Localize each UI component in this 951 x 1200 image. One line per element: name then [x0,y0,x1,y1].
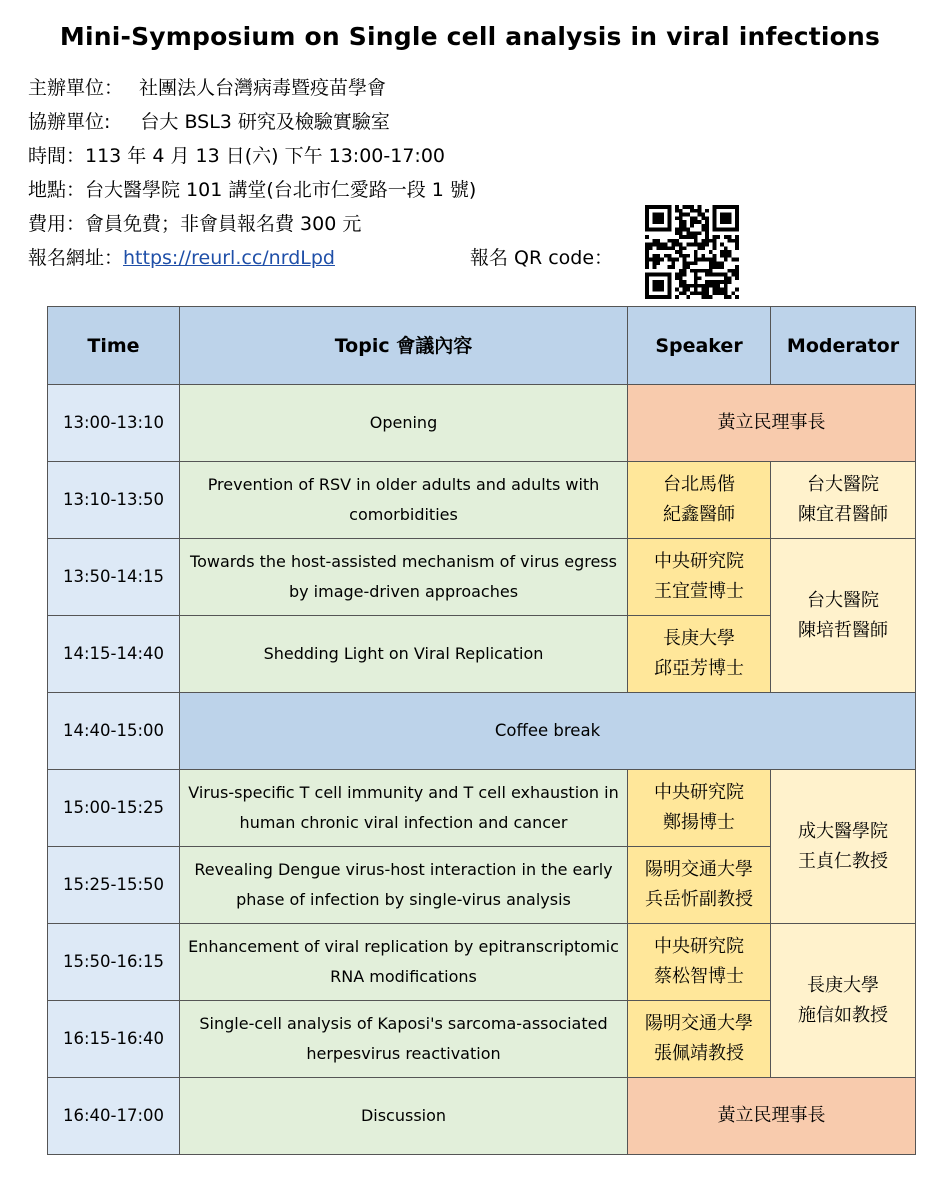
row-time: 14:15-14:40 [48,616,180,693]
row-time: 13:50-14:15 [48,539,180,616]
header-moderator: Moderator [771,307,916,385]
time-line: 時間：113 年 4 月 13 日(六) 下午 13:00-17:00 [28,145,445,167]
row-moderator: 台大醫院 陳宜君醫師 [771,462,916,539]
table-row [48,770,916,847]
row-speaker: 中央研究院 蔡松智博士 [628,924,771,1001]
registration-link[interactable]: https://reurl.cc/nrdLpd [123,247,335,269]
header-time: Time [48,307,180,385]
co-organizer-value: 台大 BSL3 研究及檢驗實驗室 [140,111,390,133]
row-moderator: 台大醫院 陳培哲醫師 [771,539,916,693]
table-row [48,924,916,1001]
qr-code-icon[interactable] [645,205,739,299]
header-topic: Topic 會議內容 [180,307,628,385]
organizer-line [28,71,386,105]
row-time: 15:00-15:25 [48,770,180,847]
page-title: Mini-Symposium on Single cell analysis in viral infections [59,22,881,51]
row-speaker: 陽明交通大學 兵岳忻副教授 [628,847,771,924]
row-topic: Prevention of RSV in older adults and adults with comorbidities [180,462,628,539]
row-topic: Towards the host-assisted mechanism of virus egress by image-driven approaches [180,539,628,616]
registration-line [28,241,335,275]
table-row [48,385,916,462]
fee-line: 費用：會員免費；非會員報名費 300 元 [28,213,362,235]
row-time: 13:00-13:10 [48,385,180,462]
row-topic: Shedding Light on Viral Replication [180,616,628,693]
table-row [48,693,916,770]
row-topic: Virus-specific T cell immunity and T cell exhaustion in human chronic viral infection and cancer [180,770,628,847]
row-time: 16:40-17:00 [48,1078,180,1155]
row-topic: Opening [180,385,628,462]
row-speaker: 中央研究院 鄭揚博士 [628,770,771,847]
row-speaker: 台北馬偕 紀鑫醫師 [628,462,771,539]
row-time: 14:40-15:00 [48,693,180,770]
table-row [48,539,916,616]
qr-label: 報名 QR code： [470,247,614,269]
table-row [48,1078,916,1155]
row-time: 16:15-16:40 [48,1001,180,1078]
row-chair: 黃立民理事長 [628,1078,916,1155]
row-time: 15:25-15:50 [48,847,180,924]
organizer-value: 社團法人台灣病毒暨疫苗學會 [139,77,387,99]
row-speaker: 中央研究院 王宜萱博士 [628,539,771,616]
table-row [48,462,916,539]
row-topic: Single-cell analysis of Kaposi's sarcoma-associated herpesvirus reactivation [180,1001,628,1078]
co-organizer-line [28,105,390,139]
registration-label: 報名網址： [28,247,124,269]
row-moderator: 長庚大學 施信如教授 [771,924,916,1078]
row-speaker: 長庚大學 邱亞芳博士 [628,616,771,693]
location-line: 地點：台大醫學院 101 講堂(台北市仁愛路一段 1 號) [28,179,477,201]
row-topic: Enhancement of viral replication by epitranscriptomic RNA modifications [180,924,628,1001]
row-topic: Discussion [180,1078,628,1155]
row-moderator: 成大醫學院 王貞仁教授 [771,770,916,924]
coffee-break: Coffee break [180,693,916,770]
header-speaker: Speaker [628,307,771,385]
row-time: 15:50-16:15 [48,924,180,1001]
row-chair: 黃立民理事長 [628,385,916,462]
row-speaker: 陽明交通大學 張佩靖教授 [628,1001,771,1078]
row-topic: Revealing Dengue virus-host interaction in the early phase of infection by single-virus analysis [180,847,628,924]
co-organizer-label: 協辦單位: [28,111,111,133]
organizer-label: 主辦單位： [28,77,124,99]
schedule-table [47,306,916,1155]
row-time: 13:10-13:50 [48,462,180,539]
